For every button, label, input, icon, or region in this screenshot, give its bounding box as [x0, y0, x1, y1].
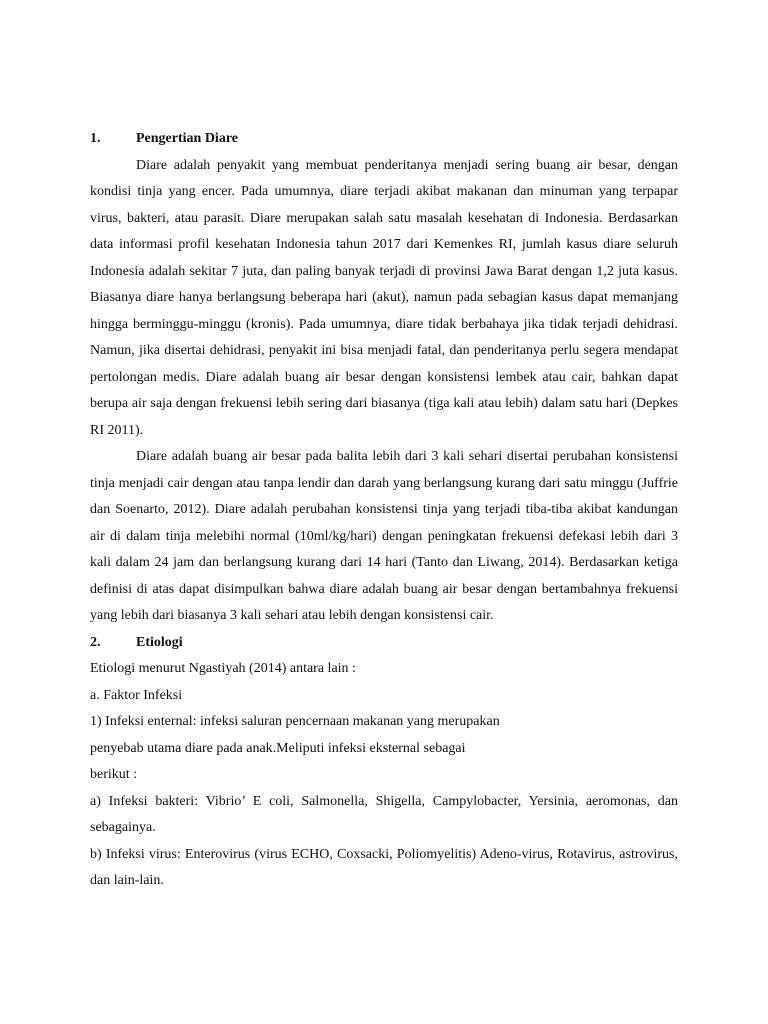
paragraph: Diare adalah buang air besar pada balita lebih dari 3 kali sehari disertai perubahan konsistensi tinja menjadi cair dengan atau tanpa lendir dan darah yang berlangsung kurang dari satu minggu (Juffrie dan Soenarto, 2012). Diare adalah perubahan konsistensi tinja yang terjadi tiba-tiba akibat kandungan air di dalam tinja melebihi normal (10ml/kg/hari) dengan peningkatan frekuensi defekasi lebih dari 3 kali dalam 24 jam dan berlangsung kurang dari 14 hari (Tanto dan Liwang, 2014). Berdasarkan ketiga definisi di atas dapat disimpulkan bahwa diare adalah buang air besar dengan bertambahnya frekuensi yang lebih dari biasanya 3 kali sehari atau lebih dengan konsistensi cair.: [90, 449, 678, 623]
text-line: penyebab utama diare pada anak.Meliputi infeksi eksternal sebagai: [90, 740, 466, 756]
text-line: 1) Infeksi enternal: infeksi saluran pencernaan makanan yang merupakan: [90, 714, 500, 729]
section-heading-pengertian: [90, 126, 678, 153]
section-title: Pengertian Diare: [136, 131, 238, 146]
document-body: [90, 126, 678, 895]
etiologi-intro: Etiologi menurut Ngastiyah (2014) antara lain :: [90, 661, 356, 676]
section-number: 2.: [90, 634, 101, 650]
section-title: Etiologi: [136, 634, 183, 650]
section-heading-etiologi: [90, 630, 678, 657]
list-item-bakteri: a) Infeksi bakteri: Vibrio’ E coli, Salmonella, Shigella, Campylobacter, Yersinia, aeromonas, dan sebagainya.: [90, 793, 678, 835]
text-line: berikut :: [90, 767, 138, 782]
section-number: 1.: [90, 131, 101, 146]
subheading-faktor-infeksi: a. Faktor Infeksi: [90, 687, 183, 703]
list-item-virus: b) Infeksi virus: Enterovirus (virus ECHO, Coxsacki, Poliomyelitis) Adeno-virus, Rotavirus, astrovirus, dan lain-lain.: [90, 846, 678, 888]
paragraph: Diare adalah penyakit yang membuat penderitanya menjadi sering buang air besar, dengan kondisi tinja yang encer. Pada umumnya, diare terjadi akibat makanan dan minuman yang terpapar virus, bakteri, atau parasit. Diare merupakan salah satu masalah kesehatan di Indonesia. Berdasarkan data informasi profil kesehatan Indonesia tahun 2017 dari Kemenkes RI, jumlah kasus diare seluruh Indonesia adalah sekitar 7 juta, dan paling banyak terjadi di provinsi Jawa Barat dengan 1,2 juta kasus. Biasanya diare hanya berlangsung beberapa hari (akut), namun pada sebagian kasus dapat memanjang hingga berminggu-minggu (kronis). Pada umumnya, diare tidak berbahaya jika tidak terjadi dehidrasi. Namun, jika disertai dehidrasi, penyakit ini bisa menjadi fatal, dan penderitanya perlu segera mendapat pertolongan medis. Diare adalah buang air besar dengan konsistensi lembek atau cair, bahkan dapat berupa air saja dengan frekuensi lebih sering dari biasanya (tiga kali atau lebih) dalam satu hari (Depkes RI 2011).: [90, 157, 678, 438]
